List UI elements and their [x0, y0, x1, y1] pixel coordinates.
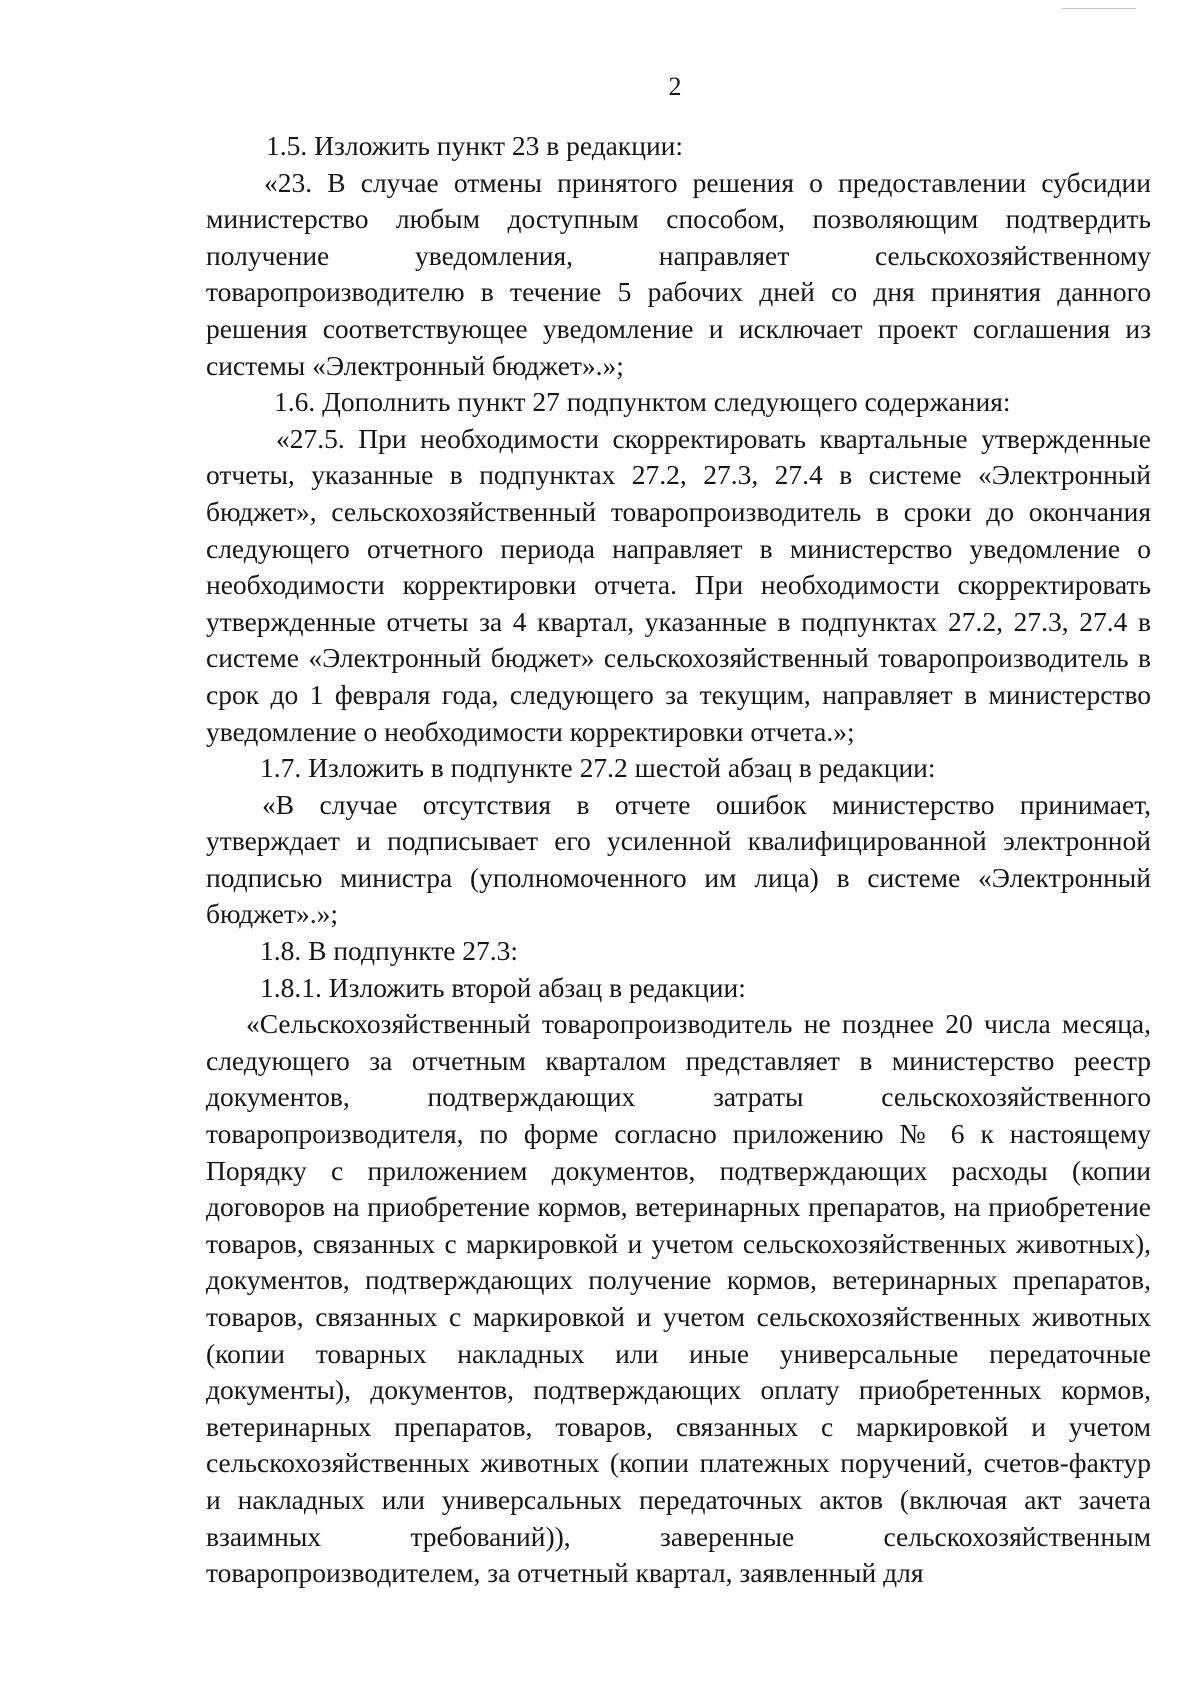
paragraph-1-6: 1.6. Дополнить пункт 27 подпунктом следующего содержания:	[274, 386, 1011, 418]
paragraph-clause-23: «23. В случае отмены принятого решения о предоставлении субсидии министерство любым доступным способом, позволяющим подтвердить получение уведомления, направляет сельскохозяйственному товаропроизводителю в течение 5 рабочих дней со дня принятия данного решения соответствующее уведомление и исключает проект соглашения из системы «Электронный бюджет».»;	[206, 166, 1151, 381]
paragraph-1-8-1: 1.8.1. Изложить второй абзац в редакции:	[260, 971, 746, 1003]
scan-edge-mark	[1062, 8, 1136, 9]
document-body	[206, 128, 1151, 1592]
paragraph-1-8: 1.8. В подпункте 27.3:	[260, 935, 519, 967]
paragraph-1-5: 1.5. Изложить пункт 23 в редакции:	[266, 130, 684, 161]
paragraph-clause-27-3: «Сельскохозяйственный товаропроизводитель не позднее 20 числа месяца, следующего за отчетным кварталом представляет в министерство реестр документов, подтверждающих затраты сельскохозяйственного товаропроизводителя, по форме согласно приложению № 6 к настоящему Порядку с приложением документов, подтверждающих расходы (копии договоров на приобретение кормов, ветеринарных препаратов, на приобретение товаров, связанных с маркировкой и учетом сельскохозяйственных животных), документов, подтверждающих получение кормов, ветеринарных препаратов, товаров, связанных с маркировкой и учетом сельскохозяйственных животных (копии товарных накладных или иные универсальные передаточные документы), документов, подтверждающих оплату приобретенных кормов, ветеринарных препаратов, товаров, связанных с маркировкой и учетом сельскохозяйственных животных (копии платежных поручений, счетов-фактур и накладных или универсальных передаточных актов (включая акт зачета взаимных требований)), заверенные сельскохозяйственным товаропроизводителем, за отчетный квартал, заявленный для	[206, 1008, 1151, 1589]
page-number: 2	[668, 72, 682, 101]
paragraph-1-7: 1.7. Изложить в подпункте 27.2 шестой абзац в редакции:	[260, 752, 936, 784]
paragraph-clause-27-2: «В случае отсутствия в отчете ошибок министерство принимает, утверждает и подписывает его усиленной квалифицированной электронной подписью министра (уполномоченного им лица) в системе «Электронный бюджет».»;	[206, 788, 1151, 930]
paragraph-clause-27-5: «27.5. При необходимости скорректировать квартальные утвержденные отчеты, указанные в подпунктах 27.2, 27.3, 27.4 в системе «Электронный бюджет», сельскохозяйственный товаропроизводитель в сроки до окончания следующего отчетного периода направляет в министерство уведомление о необходимости корректировки отчета. При необходимости скорректировать утвержденные отчеты за 4 квартал, указанные в подпунктах 27.2, 27.3, 27.4 в системе «Электронный бюджет» сельскохозяйственный товаропроизводитель в срок до 1 февраля года, следующего за текущим, направляет в министерство уведомление о необходимости корректировки отчета.»;	[206, 422, 1151, 747]
